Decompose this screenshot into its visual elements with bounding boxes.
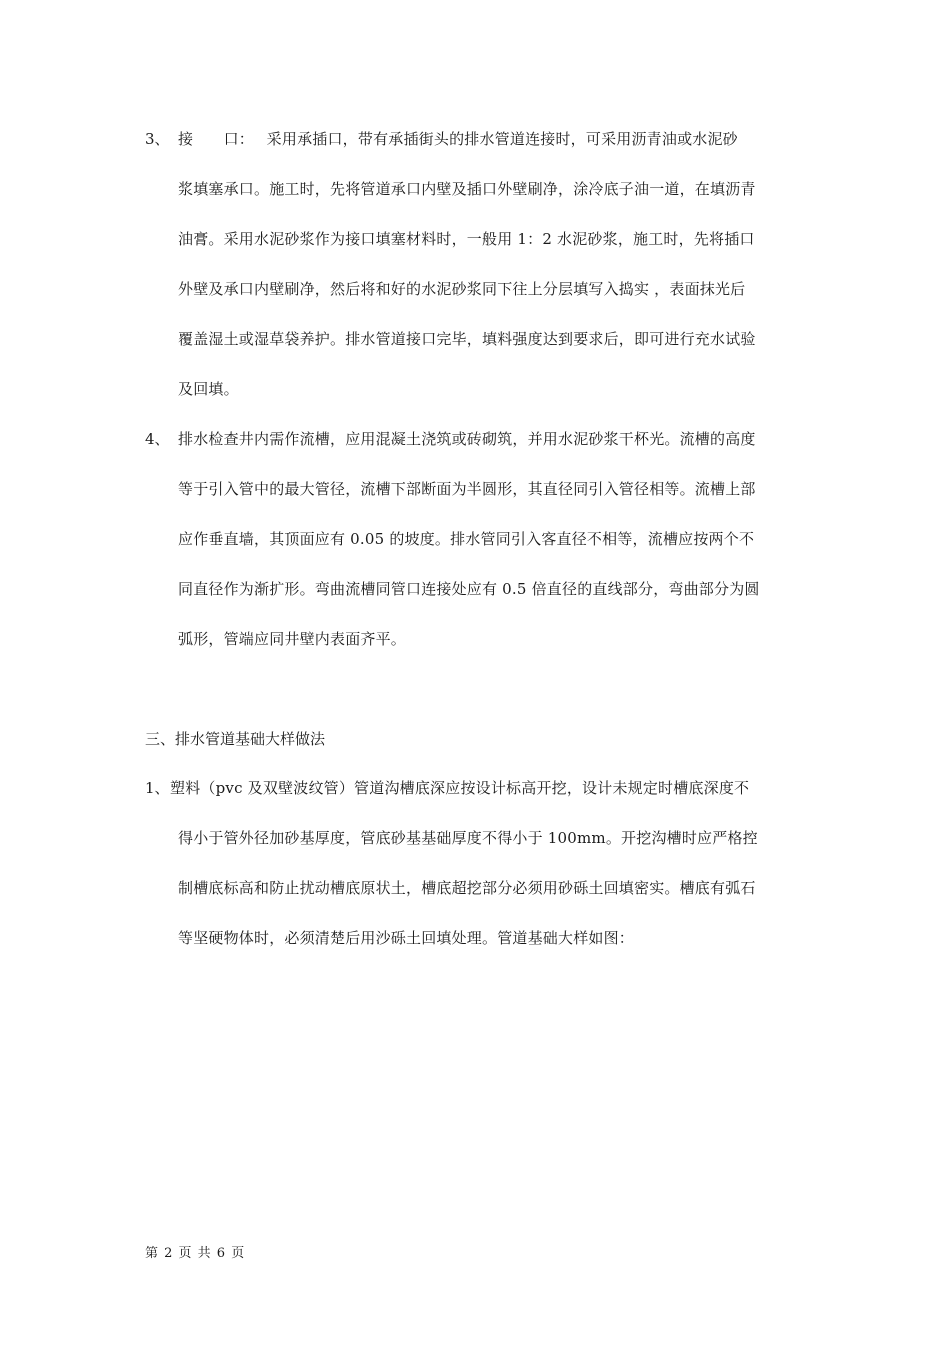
paragraph-line: 同直径作为渐扩形。弯曲流槽同管口连接处应有 0.5 倍直径的直线部分，弯曲部分为圆 — [178, 580, 760, 598]
item-number: 3、 — [145, 130, 170, 148]
paragraph-line: 排水检查井内需作流槽，应用混凝土浇筑或砖砌筑，并用水泥砂浆干杯光。流槽的高度 — [178, 430, 756, 448]
paragraph-line: 等于引入管中的最大管径，流槽下部断面为半圆形，其直径同引入管径相等。流槽上部 — [178, 480, 756, 498]
paragraph-line: 得小于管外径加砂基厚度，管底砂基基础厚度不得小于 100mm。开挖沟槽时应严格控 — [178, 829, 758, 847]
paragraph-line: 接 口： 采用承插口，带有承插街头的排水管道连接时，可采用沥青油或水泥砂 — [178, 130, 738, 148]
section-heading: 三、排水管道基础大样做法 — [145, 730, 326, 748]
item-number: 4、 — [145, 430, 170, 448]
paragraph-line: 弧形，管端应同井壁内表面齐平。 — [178, 630, 407, 648]
page-footer: 第 2 页 共 6 页 — [145, 1246, 246, 1261]
paragraph-line: 及回填。 — [178, 380, 239, 398]
paragraph-line: 塑料（pvc 及双壁波纹管）管道沟槽底深应按设计标高开挖，设计未规定时槽底深度不 — [170, 779, 750, 797]
paragraph-line: 油膏。采用水泥砂浆作为接口填塞材料时，一般用 1：2 水泥砂浆，施工时，先将插口 — [178, 230, 755, 248]
paragraph-line: 制槽底标高和防止扰动槽底原状土，槽底超挖部分必须用砂砾土回填密实。槽底有弧石 — [178, 879, 756, 897]
paragraph-line: 覆盖湿土或湿草袋养护。排水管道接口完毕，填料强度达到要求后，即可进行充水试验 — [178, 330, 756, 348]
item-number: 1、 — [145, 779, 170, 797]
paragraph-line: 外壁及承口内壁刷净，然后将和好的水泥砂浆同下往上分层填写入捣实 ，表面抹光后 — [178, 280, 746, 298]
paragraph-line: 等坚硬物体时，必须清楚后用沙砾土回填处理。管道基础大样如图： — [178, 929, 635, 947]
paragraph-line: 浆填塞承口。施工时，先将管道承口内壁及插口外壁刷净，涂冷底子油一道，在填沥青 — [178, 180, 756, 198]
paragraph-line: 应作垂直墙，其顶面应有 0.05 的坡度。排水管同引入客直径不相等，流槽应按两个不 — [178, 530, 755, 548]
